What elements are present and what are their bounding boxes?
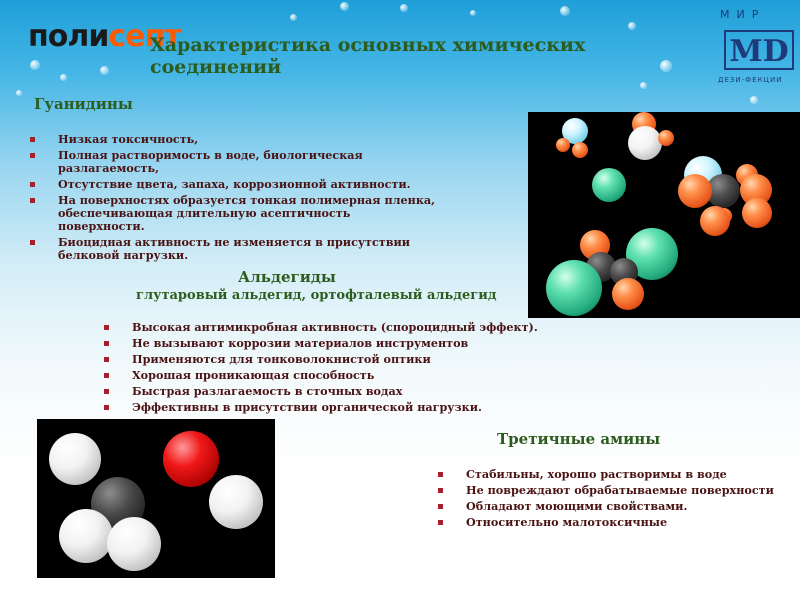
list-item: Не повреждают обрабатываемые поверхности <box>438 484 778 497</box>
aldehydes-heading: Альдегиды <box>238 268 336 286</box>
molecule-image-guanidine <box>528 112 800 318</box>
list-item: Полная растворимость в воде, биологическая разлагаемость, <box>30 149 460 175</box>
list-item: На поверхностях образуется тонкая полимерная пленка, обеспечивающая длительную асептичность поверхности. <box>30 194 438 233</box>
list-item: Отсутствие цвета, запаха, коррозионной активности. <box>30 178 460 191</box>
list-item: Биоцидная активность не изменяется в присутствии белковой нагрузки. <box>30 236 458 262</box>
list-item: Низкая токсичность, <box>30 133 460 146</box>
amines-list <box>438 468 778 529</box>
list-item: Высокая антимикробная активность (спороцидный эффект). <box>104 321 544 334</box>
list-item: Стабильны, хорошо растворимы в воде <box>438 468 778 481</box>
md-logo-mark <box>724 30 794 70</box>
list-item: Хорошая проникающая способность <box>104 369 544 382</box>
list-item: Эффективны в присутствии органической нагрузки. <box>104 401 544 414</box>
svg-text:MD: MD <box>729 34 789 69</box>
list-item: Относительно малотоксичные <box>438 516 778 529</box>
list-item: Не вызывают коррозии материалов инструментов <box>104 337 544 350</box>
mir-logo-text: МИР <box>720 8 766 21</box>
guanidines-list <box>30 133 460 262</box>
polisept-logo-text: полисепт <box>28 19 181 54</box>
md-logo-caption: ДЕЗИ-ФЕКЦИИ <box>718 76 783 84</box>
page-title: Характеристика основных химических соединений <box>150 34 586 78</box>
amines-heading: Третичные амины <box>497 430 661 448</box>
mir-dezinfektsii-logo <box>712 6 798 90</box>
polisept-logo <box>20 19 181 54</box>
list-item: Применяются для тонковолокнистой оптики <box>104 353 544 366</box>
aldehydes-subtitle: глутаровый альдегид, ортофталевый альдегид <box>136 288 497 303</box>
aldehydes-list <box>104 321 544 414</box>
molecule-image-methanol <box>37 419 275 578</box>
list-item: Обладают моющими свойствами. <box>438 500 778 513</box>
guanidines-heading: Гуанидины <box>34 95 133 113</box>
list-item: Быстрая разлагаемость в сточных водах <box>104 385 544 398</box>
